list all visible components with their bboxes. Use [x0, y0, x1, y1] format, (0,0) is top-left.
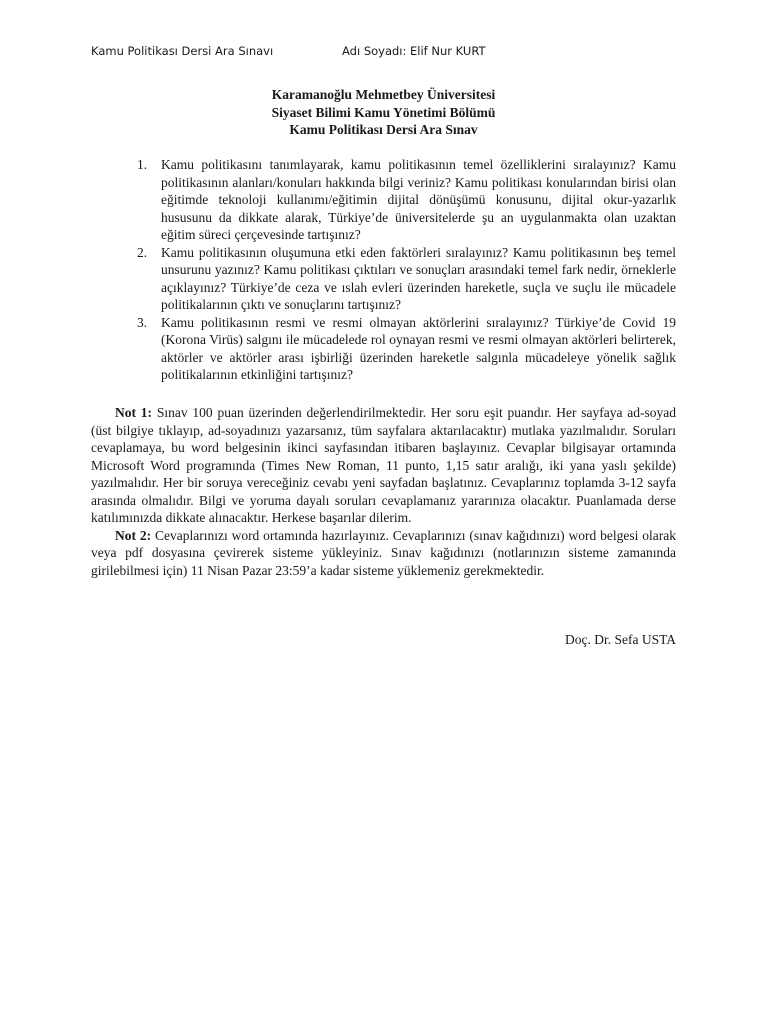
- department-title: Siyaset Bilimi Kamu Yönetimi Bölümü: [271, 104, 496, 120]
- question-number: 3.: [137, 314, 148, 330]
- note-1-text: Sınav 100 puan üzerinden değerlendirilmektedir. Her soru eşit puandır. Her sayfaya ad-soyad (üst bilgiye tıklayıp, ad-soyadınızı yazarsanız, tüm sayfalara aktarılacaktır) mutlaka yazılmalıdır. Soruları cevaplamaya, bu word belgesinin ikinci sayfasından itibaren başlayınız. Cevaplar bilgisayar ortamında Microsoft Word programında (Times New Roman, 11 punto, 1,15 satır aralığı, iki yana yaslı şekilde) yazılmalıdır. Her bir soruya vereceğiniz cevabı yeni sayfadan başlatınız. Cevaplarınız toplamda 3-12 sayfa arasında olmalıdır. Bilgi ve yoruma dayalı soruları cevaplamanız yararınıza olacaktır. Puanlamada derse katılımınızda dikkate alınacaktır. Herkese başarılar dilerim.: [91, 405, 676, 525]
- question-list: [91, 156, 676, 384]
- question-item: [91, 314, 676, 384]
- question-item: [91, 244, 676, 314]
- page-header: [91, 43, 691, 59]
- question-number: 2.: [137, 244, 148, 260]
- notes-section: [91, 404, 676, 579]
- signature: Doç. Dr. Sefa USTA: [564, 632, 676, 647]
- question-item: [91, 156, 676, 244]
- header-course-title: Kamu Politikası Dersi Ara Sınavı: [91, 44, 274, 58]
- question-text: Kamu politikasını tanımlayarak, kamu politikasının temel özelliklerini sıralayınız? Kamu politikasının alanları/konuları hakkında bilgi veriniz? Kamu politikası konularından birisi olan eğitimde teknoloji kullanımı/eğitimin dijital dönüşümü konusunu, dijital okur-yazarlık hususunu da dikkate alarak, Türkiye’de üniversitelerde şu an uygulanmakta olan uzaktan eğitim süreci çerçevesinde tartışınız?: [161, 157, 676, 242]
- note-2-label: Not 2:: [115, 527, 152, 543]
- question-text: Kamu politikasının resmi ve resmi olmayan aktörlerini sıralayınız? Türkiye’de Covid 19 (Korona Virüs) salgını ile mücadelede rol oynayan resmi ve resmi olmayan aktörleri belirterek, aktörler ve aktörler arası işbirliği üzerinden hareketle salgınla mücadeleye yönelik sağlık politikalarının etkinliğini tartışınız?: [161, 314, 676, 382]
- exam-title: Kamu Politikası Dersi Ara Sınav: [289, 122, 478, 137]
- note-2-text: Cevaplarınızı word ortamında hazırlayınız. Cevaplarınızı (sınav kağıdınızı) word belgesi olarak veya pdf dosyasına çevirerek sisteme yükleyiniz. Sınav kağıdınızı (notlarınızın sisteme zamanında girilebilmesi için) 11 Nisan Pazar 23:59’a kadar sisteme yüklemeniz gerekmektedir.: [91, 527, 676, 578]
- header-student-name: Adı Soyadı: Elif Nur KURT: [342, 44, 486, 58]
- note-1-label: Not 1:: [115, 405, 153, 420]
- note-2: [91, 527, 676, 580]
- note-1: [91, 404, 676, 527]
- university-title: Karamanoğlu Mehmetbey Üniversitesi: [271, 87, 496, 102]
- question-text: Kamu politikasının oluşumuna etki eden faktörleri sıralayınız? Kamu politikasının beş temel unsurunu yazınız? Kamu politikası çıktıları ve sonuçları arasındaki temel fark nedir, örneklerle açıklayınız? Türkiye’de ceza ve ıslah evleri üzerinden hareketle, suçla ve suçlu ile mücadele politikalarının çıktı ve sonuçlarını tartışınız?: [161, 244, 676, 312]
- document-title-block: [91, 86, 676, 139]
- question-number: 1.: [137, 157, 148, 172]
